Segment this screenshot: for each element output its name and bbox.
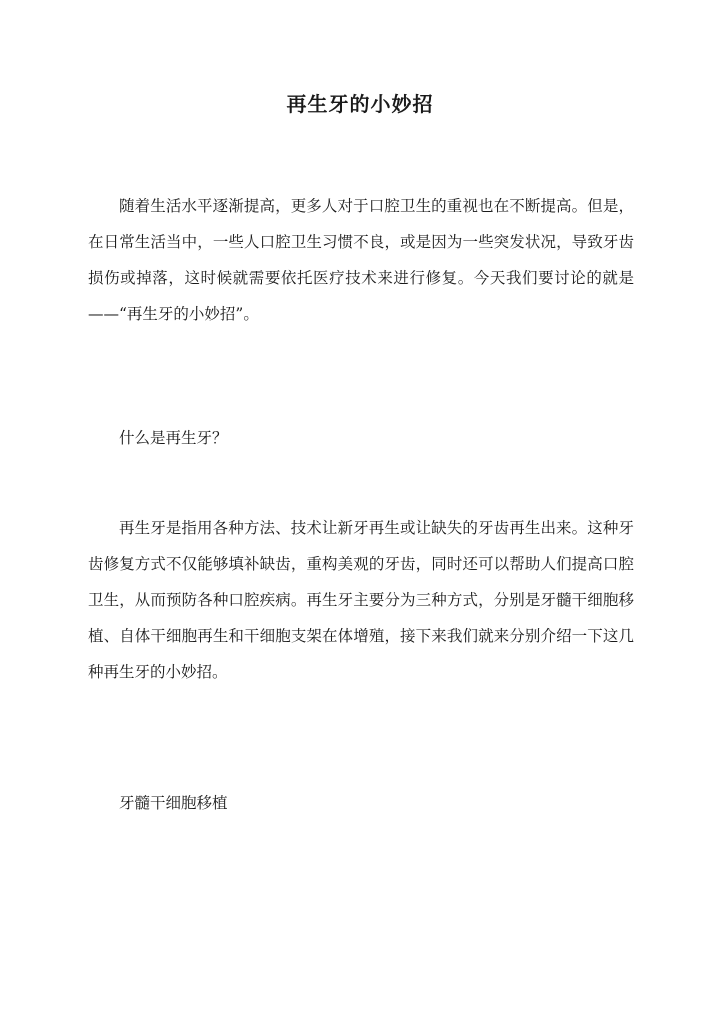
section-heading-what-is: 什么是再生牙？ [119,429,228,447]
section-heading-pulp-stem-cell: 牙髓干细胞移植 [119,794,228,812]
definition-paragraph: 再生牙是指用各种方法、技术让新牙再生或让缺失的牙齿再生出来。这种牙齿修复方式不仅能够填补缺齿，重构美观的牙齿，同时还可以帮助人们提高口腔卫生，从而预防各种口腔疾病。再生牙主要分为三种方式，分别是牙髓干细胞移植、自体干细胞再生和干细胞支架在体增殖，接下来我们就来分别介绍一下这几种再生牙的小妙招。 [88,519,634,681]
intro-paragraph: 随着生活水平逐渐提高，更多人对于口腔卫生的重视也在不断提高。但是，在日常生活当中，一些人口腔卫生习惯不良，或是因为一些突发状况，导致牙齿损伤或掉落，这时候就需要依托医疗技术来进行修复。今天我们要讨论的就是——“再生牙的小妙招”。 [88,197,634,323]
document-title: 再生牙的小妙招 [286,92,434,116]
